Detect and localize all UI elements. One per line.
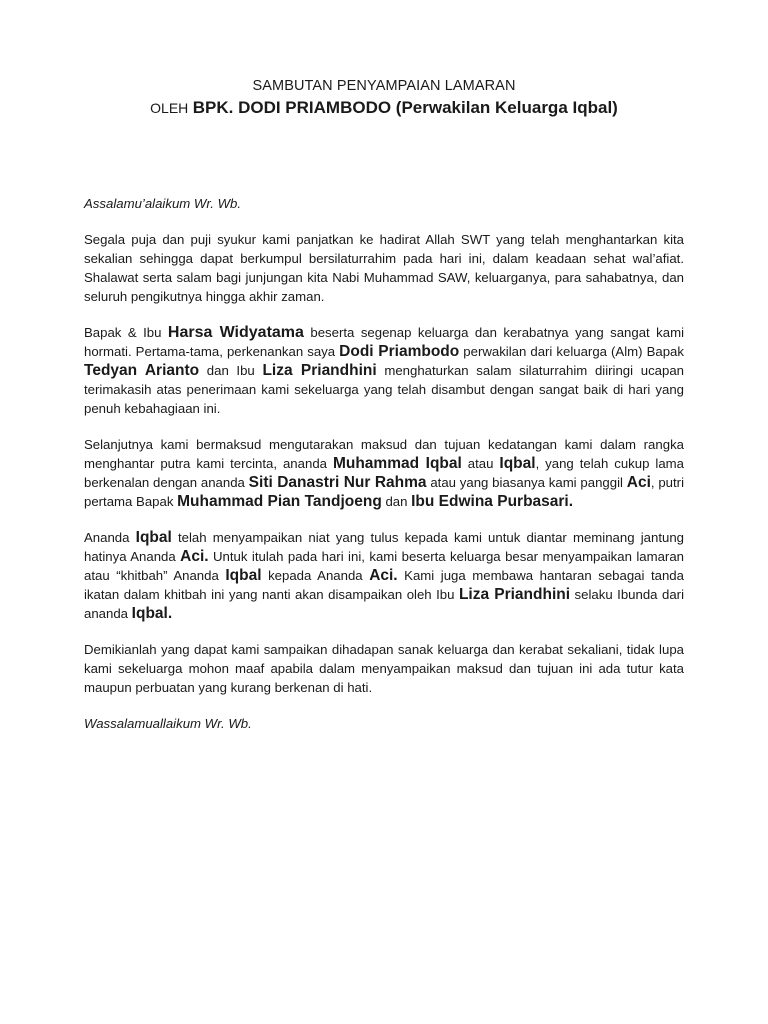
text: Kami juga membawa hantaran sebagai tanda ikatan dalam khitbah ini yang nanti akan disampaikan oleh Ibu xyxy=(84,568,684,602)
text: dan xyxy=(381,494,412,509)
name-highlight: Ibu Edwina Purbasari. xyxy=(411,493,574,510)
subtitle-oleh: OLEH xyxy=(150,100,189,116)
text: selaku Ibunda dari ananda xyxy=(84,587,685,621)
name-highlight: Aci. xyxy=(369,567,398,584)
document-body xyxy=(84,194,684,750)
text: beserta segenap keluarga dan kerabatnya yang sangat kami hormati. Pertama-tama, perkenankan saya xyxy=(84,325,685,359)
text: dan Ibu xyxy=(199,363,263,378)
document-title: SAMBUTAN PENYAMPAIAN LAMARAN xyxy=(252,78,516,94)
name-highlight: Muhammad Iqbal xyxy=(332,455,462,472)
name-highlight: Harsa Widyatama xyxy=(167,324,304,341)
name-highlight: Iqbal. xyxy=(131,605,173,622)
paragraph-praise: Segala puja dan puji syukur kami panjatkan ke hadirat Allah SWT yang telah menghantarkan kita sekalian sehingga dapat berkumpul bersilaturrahim pada hari ini, dalam keadaan sehat wal’afiat. Shalawat serta salam bagi junjungan kita Nabi Muhammad SAW, keluarganya, para sahabatnya, dan seluruh pengikutnya hingga akhir zaman. xyxy=(84,232,684,304)
paragraph-purpose xyxy=(84,435,684,511)
paragraph-closing: Demikianlah yang dapat kami sampaikan dihadapan sanak keluarga dan kerabat sekaliani, tidak lupa kami sekeluarga mohon maaf apabila dalam menyampaikan maksud dan tujuan ini ada tutur kata maupun perbuatan yang kurang berkenan di hati. xyxy=(84,642,684,695)
opening-greeting: Assalamu’alaikum Wr. Wb. xyxy=(84,196,242,211)
name-highlight: Siti Danastri Nur Rahma xyxy=(248,474,427,491)
text: kepada Ananda xyxy=(261,568,370,583)
name-highlight: Muhammad Pian Tandjoeng xyxy=(177,493,382,510)
name-highlight: Aci xyxy=(626,474,651,491)
text: atau xyxy=(461,456,500,471)
paragraph-introduction xyxy=(84,323,684,418)
document-subtitle xyxy=(0,96,768,121)
name-highlight: Liza Priandhini xyxy=(458,586,571,603)
text: Selanjutnya kami bermaksud mengutarakan maksud dan tujuan kedatangan kami dalam rangka menghantar putra kami tercinta, ananda xyxy=(84,437,684,471)
text: Bapak & Ibu xyxy=(84,325,168,340)
name-highlight: Iqbal xyxy=(499,455,536,472)
subtitle-speaker: BPK. DODI PRIAMBODO (Perwakilan Keluarga Iqbal) xyxy=(192,98,618,117)
text: atau yang biasanya kami panggil xyxy=(426,475,627,490)
text: perwakilan dari keluarga (Alm) Bapak xyxy=(459,344,684,359)
closing-greeting: Wassalamuallaikum Wr. Wb. xyxy=(84,716,252,731)
title-block xyxy=(0,76,768,121)
text: Untuk itulah pada hari ini, kami beserta keluarga besar menyampaikan lamaran atau “khitbah” Ananda xyxy=(84,549,684,583)
name-highlight: Liza Priandhini xyxy=(262,362,377,379)
name-highlight: Iqbal xyxy=(225,567,262,584)
text: , yang telah cukup lama berkenalan dengan ananda xyxy=(84,456,684,490)
name-highlight: Tedyan Arianto xyxy=(84,362,200,379)
text: Ananda xyxy=(84,530,136,545)
name-highlight: Aci. xyxy=(180,548,209,565)
text: , putri pertama Bapak xyxy=(84,475,684,509)
paragraph-proposal xyxy=(84,528,684,623)
name-highlight: Iqbal xyxy=(135,529,172,546)
name-highlight: Dodi Priambodo xyxy=(339,343,460,360)
text: menghaturkan salam silaturrahim diiringi ucapan terimakasih atas penerimaan kami sekeluarga yang telah disambut dengan sangat baik di hari yang penuh kebahagiaan ini. xyxy=(84,363,685,416)
text: telah menyampaikan niat yang tulus kepada kami untuk diantar meminang jantung hatinya Ananda xyxy=(84,530,684,564)
